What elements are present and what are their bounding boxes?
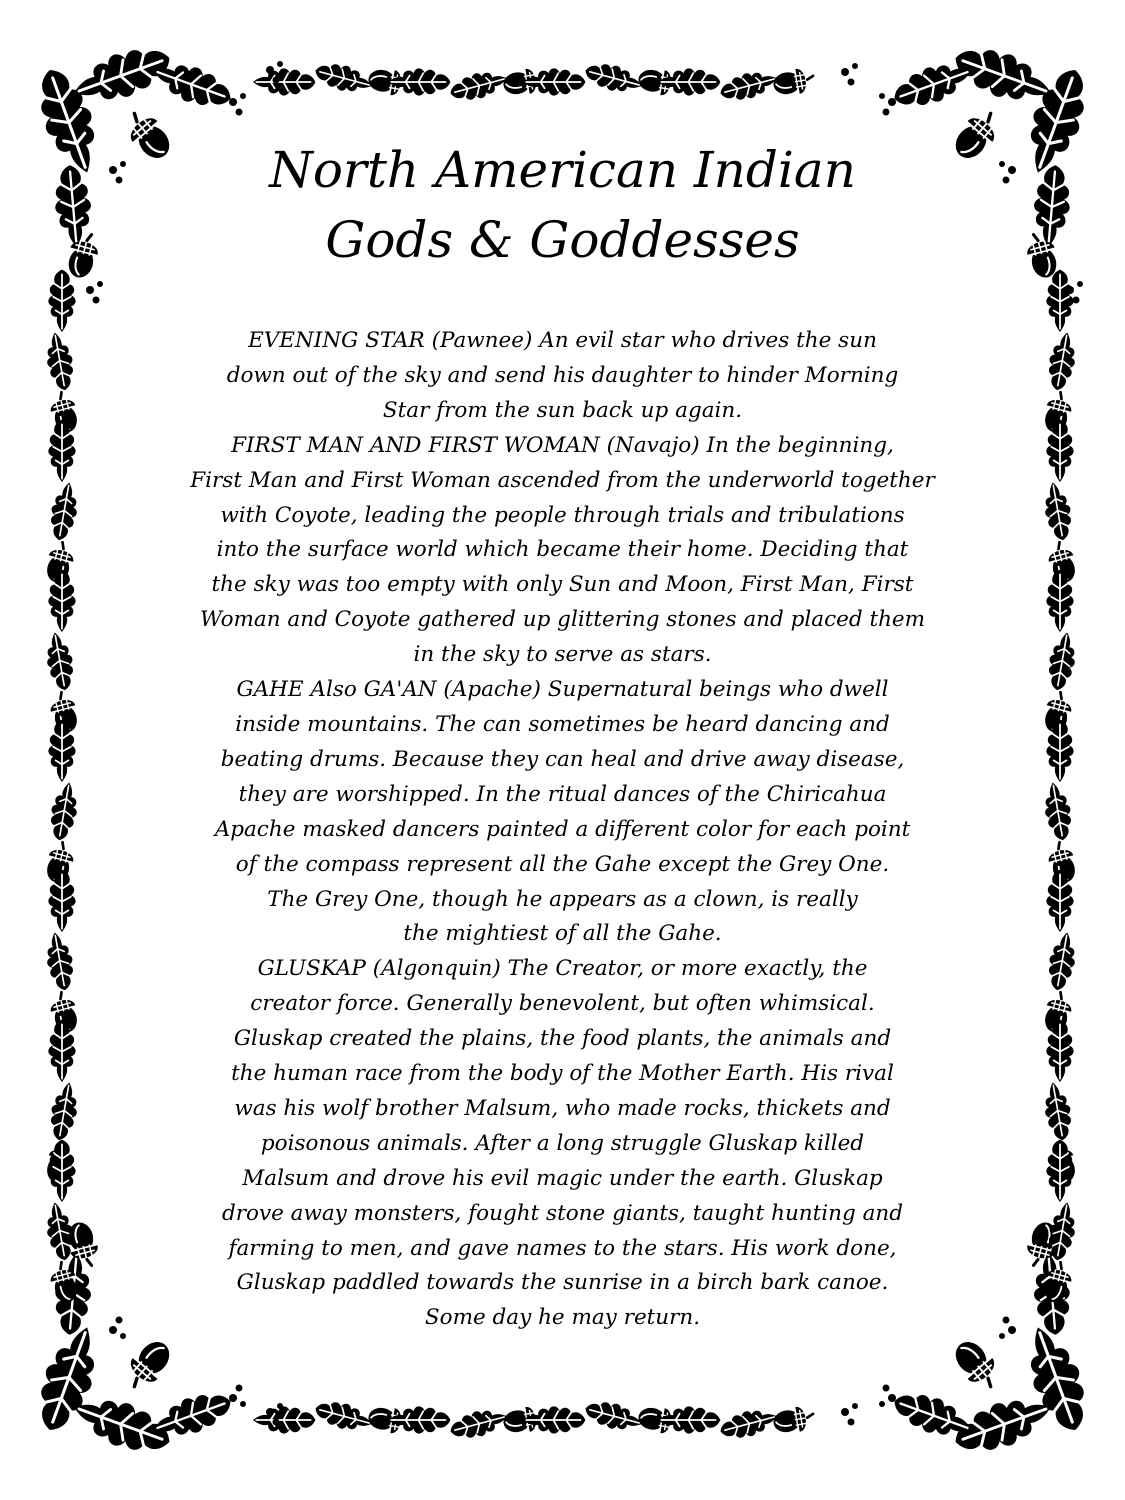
text-line: Some day he may return. — [424, 1305, 701, 1331]
text-line: the sky was too empty with only Sun and Moon, First Man, First — [211, 572, 914, 598]
text-line: beating drums. Because they can heal and drive away disease, — [220, 746, 905, 772]
border-right — [1040, 270, 1083, 1306]
text-line: Gluskap created the plains, the food plants, the animals and — [233, 1026, 892, 1052]
border-left — [42, 270, 103, 1306]
text-line: the mightiest of all the Gahe. — [403, 921, 722, 947]
text-line: the human race from the body of the Mother Earth. His rival — [231, 1061, 894, 1087]
text-line: with Coyote, leading the people through trials and tribulations — [220, 502, 905, 528]
text-line: The Grey One, though he appears as a clown, is really — [267, 886, 858, 912]
border-top — [253, 58, 858, 105]
text-line: Star from the sun back up again. — [382, 397, 743, 423]
text-line: First Man and First Woman ascended from the underworld together — [190, 467, 935, 493]
text-line: FIRST MAN AND FIRST WOMAN (Navajo) In the beginning, — [231, 432, 894, 458]
text-line: inside mountains. The can sometimes be heard dancing and — [235, 711, 890, 737]
text-line: Woman and Coyote gathered up glittering stones and placed them — [199, 607, 926, 633]
text-line: creator force. Generally benevolent, but often whimsical. — [250, 991, 875, 1017]
text-line: drove away monsters, fought stone giants, taught hunting and — [221, 1200, 904, 1226]
text-line: down out of the sky and send his daughter to hinder Morning — [226, 362, 899, 388]
body-text — [100, 324, 1025, 1336]
border-bottom — [253, 1396, 858, 1443]
text-line: they are worshipped. In the ritual dances of the Chiricahua — [238, 781, 887, 807]
text-line: GLUSKAP (Algonquin) The Creator, or more exactly, the — [257, 956, 868, 982]
text-line: Gluskap paddled towards the sunrise in a birch bark canoe. — [236, 1270, 889, 1296]
text-line: Apache masked dancers painted a different color for each point — [214, 816, 911, 842]
text-line: farming to men, and gave names to the stars. His work done, — [228, 1235, 897, 1261]
text-line: of the compass represent all the Gahe except the Grey One. — [235, 851, 890, 877]
text-line: GAHE Also GA'AN (Apache) Supernatural beings who dwell — [236, 677, 889, 703]
page-title-line-2: Gods & Goddesses — [325, 211, 800, 269]
text-line: into the surface world which became their home. Deciding that — [216, 537, 909, 563]
text-line: poisonous animals. After a long struggle Gluskap killed — [260, 1130, 865, 1156]
page-title-line-1: North American Indian — [269, 141, 856, 199]
text-line: was his wolf brother Malsum, who made rocks, thickets and — [234, 1095, 891, 1121]
text-line: in the sky to serve as stars. — [413, 642, 712, 668]
text-line: EVENING STAR (Pawnee) An evil star who drives the sun — [248, 328, 877, 353]
text-line: Malsum and drove his evil magic under the earth. Gluskap — [242, 1165, 883, 1191]
